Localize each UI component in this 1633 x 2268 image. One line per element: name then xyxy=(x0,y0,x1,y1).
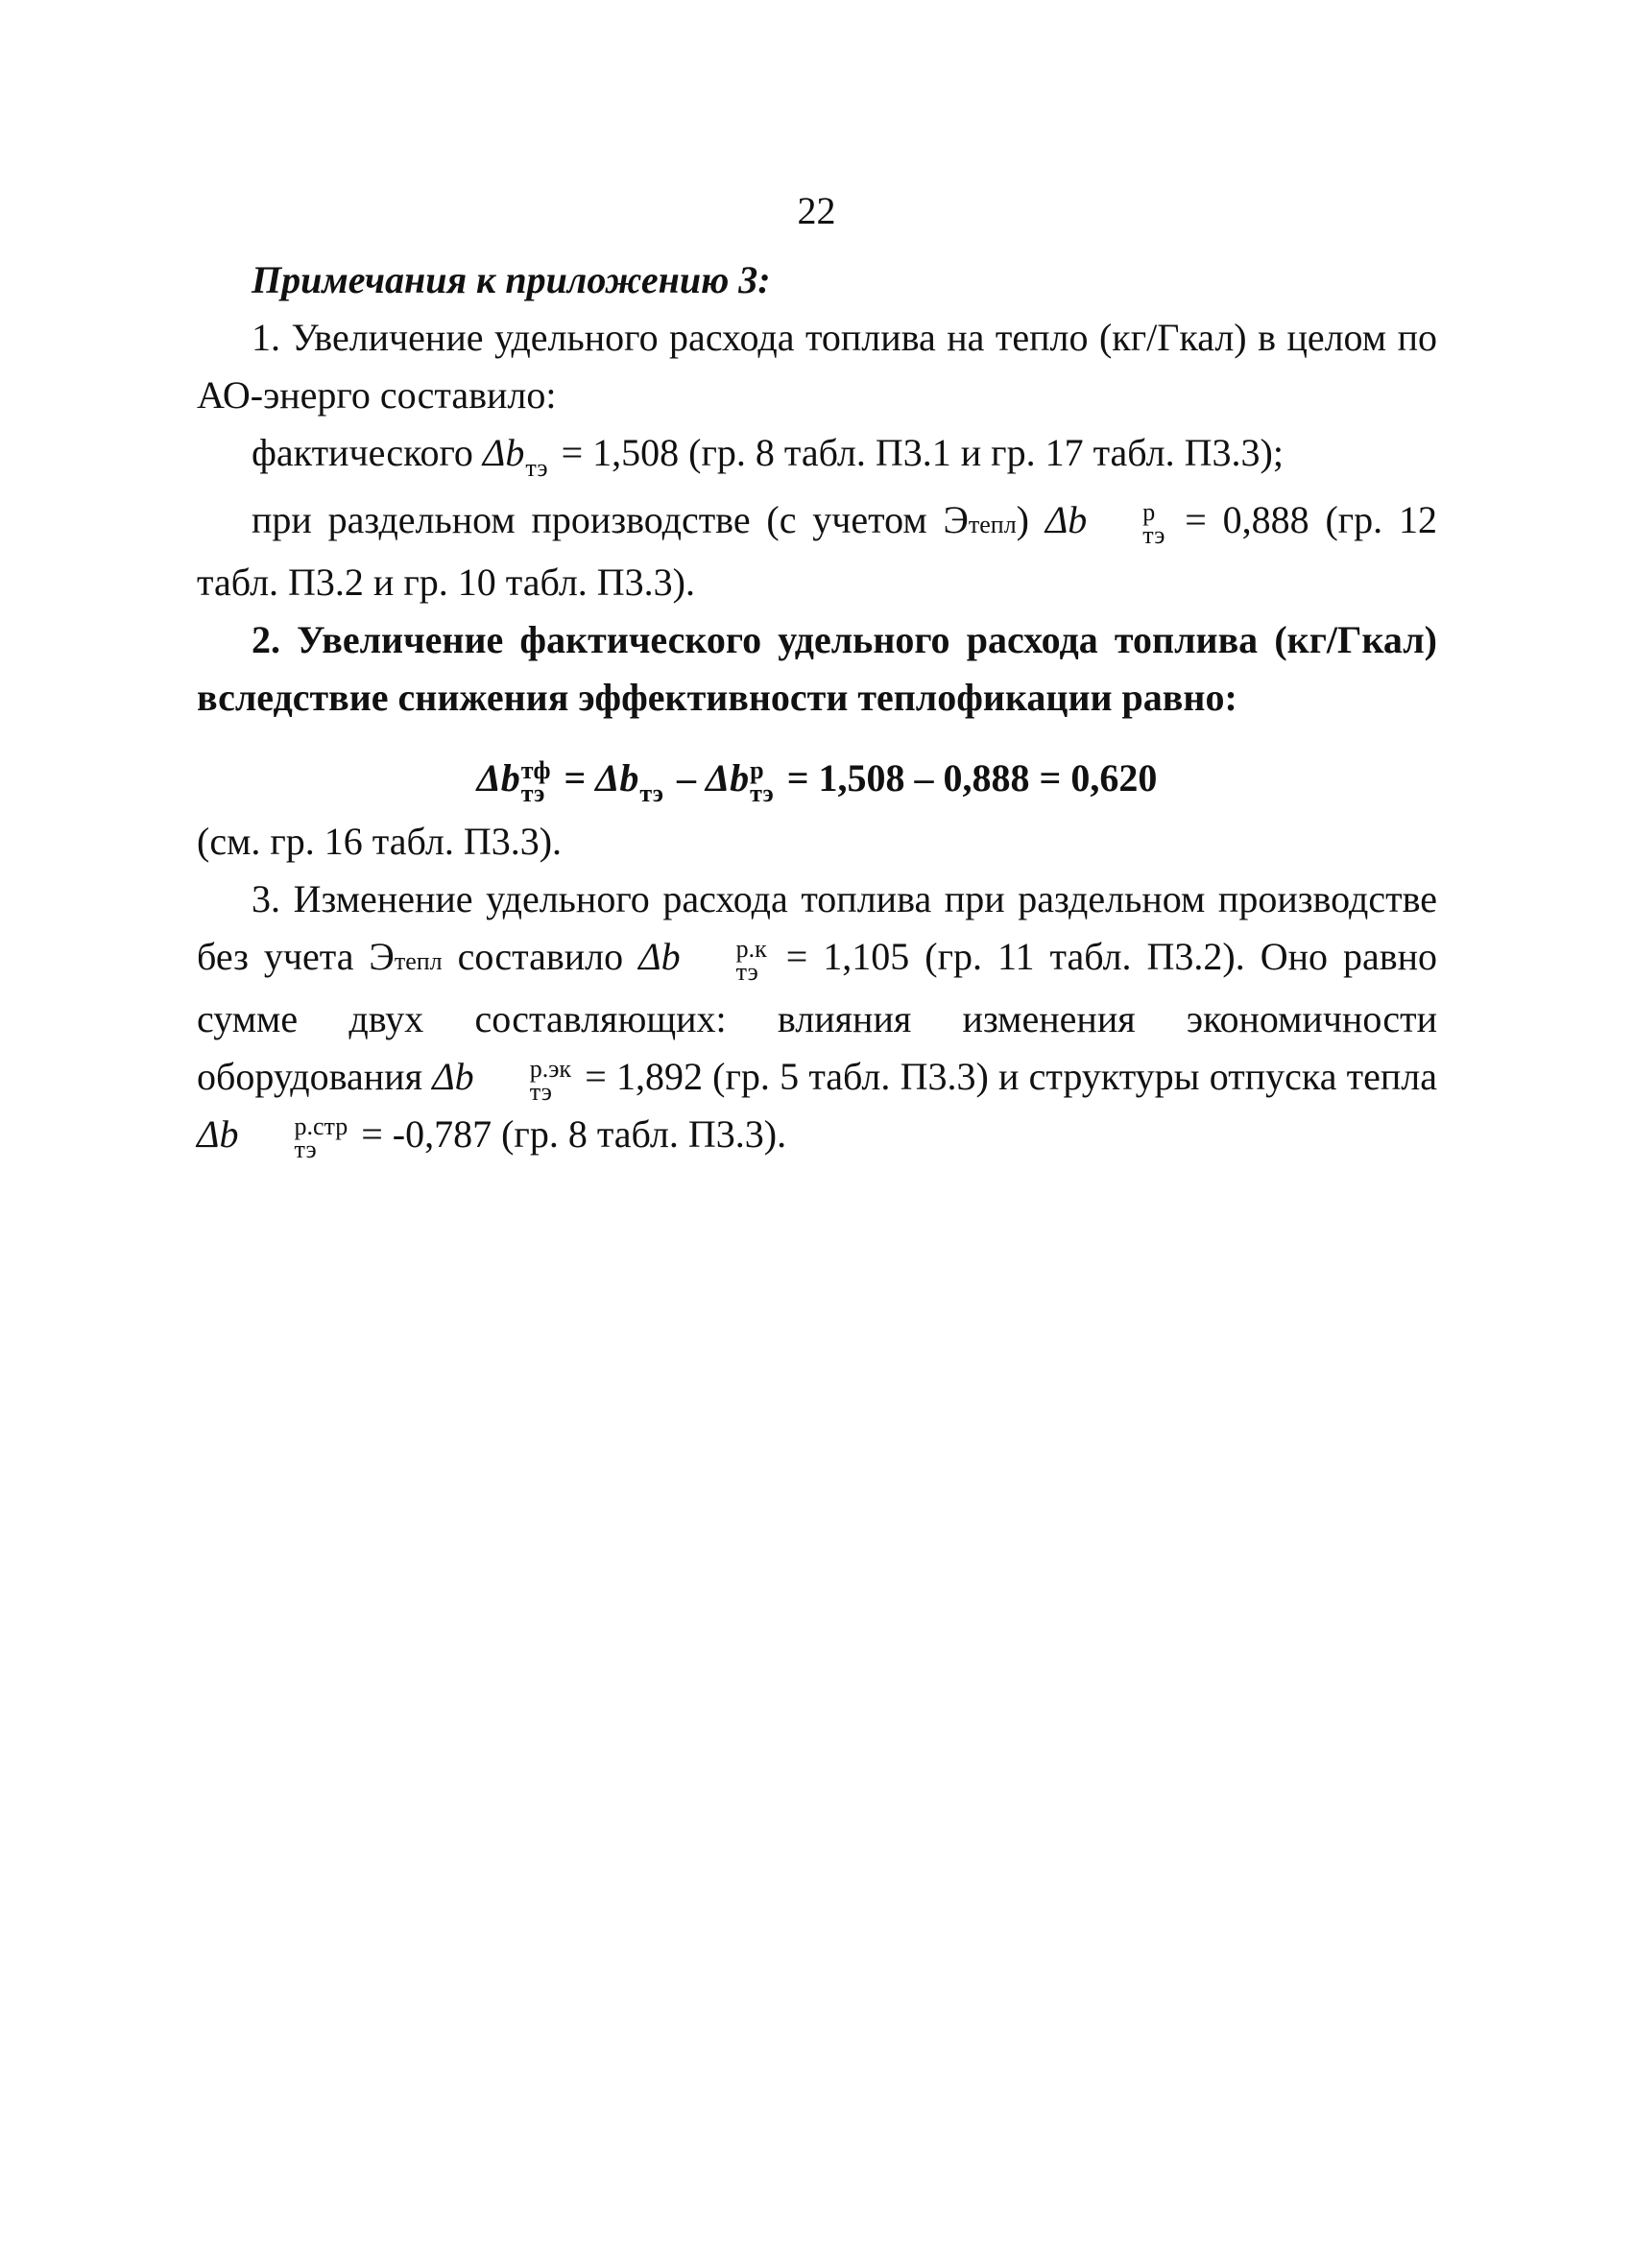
note-1-separate-label: при раздельном производстве (с учетом Э xyxy=(252,498,969,541)
note-2-ref xyxy=(197,813,1437,871)
sub-superscript: р тэ xyxy=(750,755,774,807)
note-1-actual-value: = 1,508 (гр. 8 табл. П3.1 и гр. 17 табл. П3.3); xyxy=(561,431,1284,474)
delta-b-symbol: Δb xyxy=(706,756,750,800)
closing-paren: ) xyxy=(1016,498,1029,541)
subscript: тэ xyxy=(525,453,548,482)
note-3 xyxy=(197,871,1437,1163)
delta-b-symbol: Δb xyxy=(432,1055,474,1098)
note-1-separate xyxy=(197,491,1437,611)
note-1-intro-text: 1. Увеличение удельного расхода топлива на тепло (кг/Гкал) в целом по АО-энерго составило: xyxy=(197,316,1437,417)
note-2-text xyxy=(197,611,1437,727)
subscript-tepl: тепл xyxy=(968,511,1017,538)
note-3-text-a: 3. Изменение удельного расхода топлива при раздельном производстве без учета Э xyxy=(197,877,1437,978)
sub-superscript: р.эк тэ xyxy=(529,1054,571,1106)
sub-superscript: р.к тэ xyxy=(735,934,767,986)
note-1-actual-label: фактического xyxy=(252,431,473,474)
delta-b-symbol: Δb xyxy=(482,431,525,474)
note-1-intro xyxy=(197,309,1437,424)
note-3-value-c: = -0,787 (гр. 8 табл. П3.3). xyxy=(361,1112,787,1156)
delta-b-symbol: Δb xyxy=(1045,498,1088,541)
delta-b-symbol: Δb xyxy=(638,935,681,978)
sub-superscript: р.стр тэ xyxy=(294,1111,348,1163)
note-1-actual xyxy=(197,424,1437,482)
note-3-value-a: = 1,105 (гр. 11 табл. П3.2). Оно равно сумме двух составляющих: влияния изменения экономичности оборудования xyxy=(197,935,1438,1098)
notes-heading: Примечания к приложению 3: xyxy=(252,258,771,301)
note-2-formula: Δb тф тэ = Δb тэ – Δb р тэ = 1,508 – 0,888 = 0,620 xyxy=(476,755,1158,807)
note-1-separate-value: = 0,888 (гр. 12 табл. П3.2 и гр. 10 табл. П3.3). xyxy=(197,498,1437,604)
delta-b-symbol: Δb xyxy=(476,756,520,800)
delta-b-symbol: Δb xyxy=(595,756,639,800)
sub-superscript: р тэ xyxy=(1142,497,1165,549)
page-number: 22 xyxy=(797,189,836,232)
note-2-ref-text: (см. гр. 16 табл. П3.3). xyxy=(197,820,563,863)
subscript: тэ xyxy=(639,778,664,807)
note-3-text-b: составило xyxy=(457,935,624,978)
note-2-text-content: 2. Увеличение фактического удельного расхода топлива (кг/Гкал) вследствие снижения эффективности теплофикации равно: xyxy=(197,618,1437,719)
formula-result: = 1,508 – 0,888 = 0,620 xyxy=(786,756,1158,800)
subscript-tepl: тепл xyxy=(394,947,443,975)
delta-b-symbol: Δb xyxy=(197,1112,239,1156)
sub-superscript: тф тэ xyxy=(520,755,551,807)
notes-body xyxy=(197,251,1437,1163)
note-3-value-b: = 1,892 (гр. 5 табл. П3.3) и структуры отпуска тепла xyxy=(585,1055,1438,1098)
